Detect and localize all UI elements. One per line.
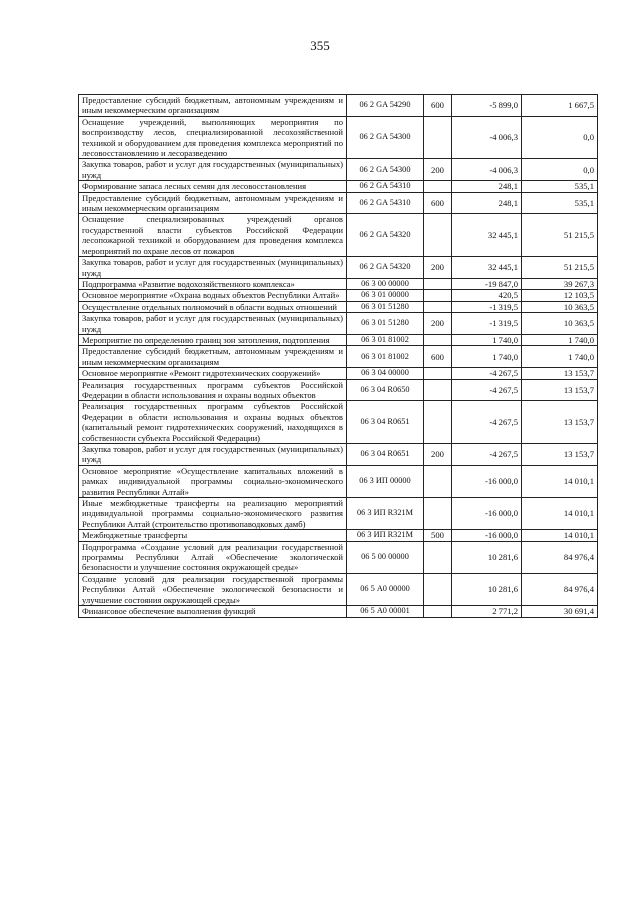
row-name-cell: Закупка товаров, работ и услуг для государственных (муниципальных) нужд [79, 159, 347, 181]
row-name-cell: Оснащение учреждений, выполняющих мероприятия по воспроизводству лесов, специализированной лесохозяйственной техникой и оборудованием для проведения комплекса мероприятий по лесовосстановлению и лесоразведению [79, 116, 347, 159]
table-row [79, 498, 598, 530]
row-amount-total-cell: 39 267,3 [522, 278, 598, 289]
row-amount-change-cell: 10 281,6 [452, 541, 522, 573]
row-expense-type-cell [424, 573, 452, 605]
table-row [79, 301, 598, 312]
table-row [79, 334, 598, 345]
row-amount-change-cell: -19 847,0 [452, 278, 522, 289]
row-amount-change-cell: 32 445,1 [452, 257, 522, 279]
row-name-cell: Финансовое обеспечение выполнения функций [79, 606, 347, 617]
row-code-cell: 06 2 GA 54300 [347, 116, 424, 159]
row-amount-change-cell: 420,5 [452, 290, 522, 301]
row-amount-change-cell: 1 740,0 [452, 346, 522, 368]
row-expense-type-cell: 200 [424, 313, 452, 335]
row-code-cell: 06 3 04 R0651 [347, 444, 424, 466]
row-expense-type-cell: 200 [424, 444, 452, 466]
row-name-cell: Основное мероприятие «Ремонт гидротехнических сооружений» [79, 368, 347, 379]
row-name-cell: Мероприятие по определению границ зон затопления, подтопления [79, 334, 347, 345]
table-row [79, 192, 598, 214]
row-amount-total-cell: 84 976,4 [522, 541, 598, 573]
row-amount-change-cell: -4 267,5 [452, 401, 522, 444]
row-name-cell: Предоставление субсидий бюджетным, автономным учреждениям и иным некоммерческим организациям [79, 346, 347, 368]
row-expense-type-cell: 600 [424, 95, 452, 117]
row-name-cell: Реализация государственных программ субъектов Российской Федерации в области использования и охраны водных объектов [79, 379, 347, 401]
row-expense-type-cell [424, 606, 452, 617]
row-amount-change-cell: 2 771,2 [452, 606, 522, 617]
row-expense-type-cell [424, 214, 452, 257]
table-row [79, 181, 598, 192]
row-name-cell: Основное мероприятие «Осуществление капитальных вложений в рамках индивидуальной программы социально-экономического развития Республики Алтай» [79, 465, 347, 497]
row-amount-total-cell: 12 103,5 [522, 290, 598, 301]
table-row [79, 346, 598, 368]
row-expense-type-cell [424, 181, 452, 192]
table-row [79, 290, 598, 301]
table-row [79, 313, 598, 335]
row-expense-type-cell: 200 [424, 159, 452, 181]
row-expense-type-cell [424, 541, 452, 573]
row-amount-total-cell: 51 215,5 [522, 257, 598, 279]
row-expense-type-cell [424, 290, 452, 301]
row-name-cell: Закупка товаров, работ и услуг для государственных (муниципальных) нужд [79, 313, 347, 335]
row-amount-total-cell: 14 010,1 [522, 465, 598, 497]
row-amount-change-cell: 32 445,1 [452, 214, 522, 257]
table-row [79, 159, 598, 181]
row-code-cell: 06 3 01 00000 [347, 290, 424, 301]
row-code-cell: 06 5 А0 00000 [347, 573, 424, 605]
row-expense-type-cell: 500 [424, 530, 452, 541]
row-amount-change-cell: 248,1 [452, 192, 522, 214]
row-expense-type-cell [424, 498, 452, 530]
row-amount-total-cell: 10 363,5 [522, 313, 598, 335]
row-code-cell: 06 3 01 81002 [347, 346, 424, 368]
row-code-cell: 06 3 04 R0651 [347, 401, 424, 444]
row-name-cell: Основное мероприятие «Охрана водных объектов Республики Алтай» [79, 290, 347, 301]
row-name-cell: Реализация государственных программ субъектов Российской Федерации в области использования и охраны водных объектов (капитальный ремонт гидротехнических сооружений, находящихся в собственности субъекта Российской Федерации) [79, 401, 347, 444]
row-amount-total-cell: 13 153,7 [522, 401, 598, 444]
row-code-cell: 06 3 ИП R321М [347, 530, 424, 541]
table-row [79, 465, 598, 497]
table-row [79, 257, 598, 279]
row-amount-change-cell: -4 006,3 [452, 159, 522, 181]
row-expense-type-cell: 600 [424, 346, 452, 368]
row-expense-type-cell [424, 301, 452, 312]
row-code-cell: 06 5 А0 00001 [347, 606, 424, 617]
row-code-cell: 06 3 00 00000 [347, 278, 424, 289]
row-expense-type-cell [424, 379, 452, 401]
row-name-cell: Иные межбюджетные трансферты на реализацию мероприятий индивидуальной программы социально-экономического развития Республики Алтай (строительство противопаводковых дамб) [79, 498, 347, 530]
row-amount-change-cell: 10 281,6 [452, 573, 522, 605]
row-name-cell: Межбюджетные трансферты [79, 530, 347, 541]
row-amount-total-cell: 14 010,1 [522, 498, 598, 530]
row-name-cell: Предоставление субсидий бюджетным, автономным учреждениям и иным некоммерческим организациям [79, 192, 347, 214]
table-row [79, 95, 598, 117]
row-amount-total-cell: 51 215,5 [522, 214, 598, 257]
row-amount-change-cell: -16 000,0 [452, 498, 522, 530]
row-name-cell: Подпрограмма «Создание условий для реализации государственной программы Республики Алтай «Обеспечение экологической безопасности и улучшение состояния окружающей среды» [79, 541, 347, 573]
row-amount-change-cell: -1 319,5 [452, 301, 522, 312]
row-expense-type-cell [424, 334, 452, 345]
row-amount-total-cell: 13 153,7 [522, 368, 598, 379]
row-name-cell: Создание условий для реализации государственной программы Республики Алтай «Обеспечение экологической безопасности и улучшение состояния окружающей среды» [79, 573, 347, 605]
page-number: 355 [310, 38, 330, 53]
table-row [79, 541, 598, 573]
row-code-cell: 06 3 01 81002 [347, 334, 424, 345]
row-name-cell: Закупка товаров, работ и услуг для государственных (муниципальных) нужд [79, 257, 347, 279]
row-code-cell: 06 3 01 51280 [347, 301, 424, 312]
row-code-cell: 06 2 GA 54310 [347, 181, 424, 192]
row-amount-total-cell: 84 976,4 [522, 573, 598, 605]
table-row [79, 573, 598, 605]
row-amount-change-cell: -4 267,5 [452, 379, 522, 401]
row-name-cell: Закупка товаров, работ и услуг для государственных (муниципальных) нужд [79, 444, 347, 466]
row-code-cell: 06 2 GA 54290 [347, 95, 424, 117]
row-expense-type-cell: 600 [424, 192, 452, 214]
row-name-cell: Предоставление субсидий бюджетным, автономным учреждениям и иным некоммерческим организациям [79, 95, 347, 117]
table-row [79, 444, 598, 466]
row-expense-type-cell [424, 278, 452, 289]
table-row [79, 368, 598, 379]
table-row [79, 278, 598, 289]
table-row [79, 379, 598, 401]
row-code-cell: 06 5 00 00000 [347, 541, 424, 573]
row-amount-change-cell: -4 267,5 [452, 444, 522, 466]
row-code-cell: 06 3 ИП 00000 [347, 465, 424, 497]
row-amount-total-cell: 0,0 [522, 116, 598, 159]
row-amount-change-cell: -5 899,0 [452, 95, 522, 117]
table-row [79, 530, 598, 541]
row-amount-total-cell: 30 691,4 [522, 606, 598, 617]
row-expense-type-cell [424, 116, 452, 159]
row-amount-total-cell: 10 363,5 [522, 301, 598, 312]
row-amount-total-cell: 0,0 [522, 159, 598, 181]
row-amount-change-cell: 1 740,0 [452, 334, 522, 345]
row-amount-change-cell: -16 000,0 [452, 530, 522, 541]
row-amount-total-cell: 535,1 [522, 192, 598, 214]
table-row [79, 116, 598, 159]
row-code-cell: 06 2 GA 54320 [347, 257, 424, 279]
row-code-cell: 06 3 01 51280 [347, 313, 424, 335]
table-row [79, 606, 598, 617]
row-amount-change-cell: 248,1 [452, 181, 522, 192]
row-name-cell: Подпрограмма «Развитие водохозяйственного комплекса» [79, 278, 347, 289]
row-amount-total-cell: 13 153,7 [522, 379, 598, 401]
row-code-cell: 06 2 GA 54320 [347, 214, 424, 257]
table-row [79, 214, 598, 257]
row-expense-type-cell [424, 401, 452, 444]
row-expense-type-cell [424, 368, 452, 379]
row-amount-change-cell: -1 319,5 [452, 313, 522, 335]
row-amount-change-cell: -4 006,3 [452, 116, 522, 159]
budget-table [78, 94, 598, 618]
row-code-cell: 06 3 04 00000 [347, 368, 424, 379]
row-amount-change-cell: -4 267,5 [452, 368, 522, 379]
row-amount-total-cell: 1 740,0 [522, 334, 598, 345]
row-amount-total-cell: 535,1 [522, 181, 598, 192]
row-name-cell: Оснащение специализированных учреждений органов государственной власти субъектов Российской Федерации лесопожарной техникой и оборудованием для проведения комплекса мероприятий по охране лесов от пожаров [79, 214, 347, 257]
row-code-cell: 06 2 GA 54300 [347, 159, 424, 181]
table-row [79, 401, 598, 444]
row-amount-change-cell: -16 000,0 [452, 465, 522, 497]
row-amount-total-cell: 13 153,7 [522, 444, 598, 466]
row-amount-total-cell: 1 667,5 [522, 95, 598, 117]
row-code-cell: 06 3 04 R0650 [347, 379, 424, 401]
row-code-cell: 06 2 GA 54310 [347, 192, 424, 214]
row-name-cell: Осуществление отдельных полномочий в области водных отношений [79, 301, 347, 312]
row-name-cell: Формирование запаса лесных семян для лесовосстановления [79, 181, 347, 192]
row-expense-type-cell [424, 465, 452, 497]
row-code-cell: 06 3 ИП R321М [347, 498, 424, 530]
row-amount-total-cell: 14 010,1 [522, 530, 598, 541]
row-expense-type-cell: 200 [424, 257, 452, 279]
row-amount-total-cell: 1 740,0 [522, 346, 598, 368]
